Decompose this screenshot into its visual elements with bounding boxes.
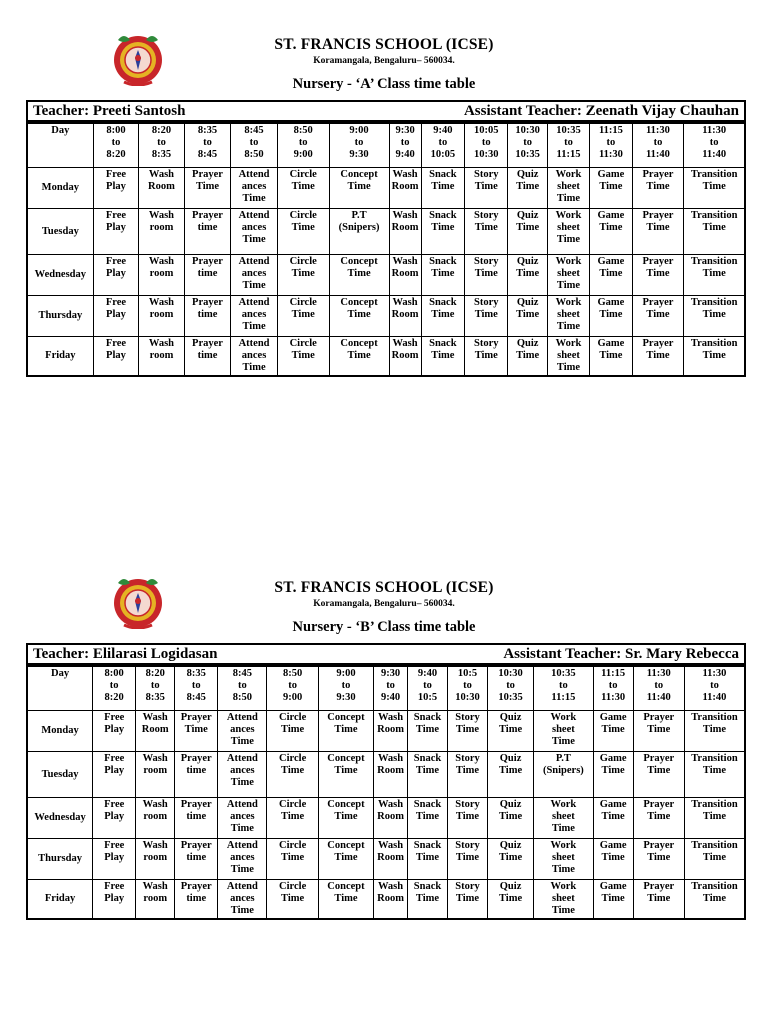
timetable-header-row <box>27 666 745 710</box>
time-slot-header: 9:30 to 9:40 <box>389 123 421 167</box>
activity-cell: Concept Time <box>318 838 373 879</box>
activity-cell: P.T (Snipers) <box>534 751 593 797</box>
teacher-bar <box>26 643 746 665</box>
activity-cell: Wash Room <box>389 167 421 208</box>
time-slot-header: 8:50 to 9:00 <box>277 123 329 167</box>
activity-cell: Work sheet Time <box>547 167 589 208</box>
time-slot-header: 11:30 to 11:40 <box>633 666 684 710</box>
activity-cell: Prayer Time <box>632 295 684 336</box>
time-slot-header: 9:30 to 9:40 <box>374 666 408 710</box>
school-address: Koramangala, Bengaluru– 560034. <box>313 56 455 66</box>
activity-cell: Work sheet Time <box>534 797 593 838</box>
activity-cell: Wash room <box>136 838 175 879</box>
activity-cell: Concept Time <box>329 254 389 295</box>
activity-cell: Game Time <box>593 751 633 797</box>
activity-cell: Free Play <box>93 167 139 208</box>
activity-cell: Snack Time <box>421 254 464 295</box>
activity-cell: Work sheet Time <box>547 208 589 254</box>
activity-cell: Story Time <box>447 838 487 879</box>
activity-cell: Concept Time <box>329 167 389 208</box>
activity-cell: Free Play <box>93 710 136 751</box>
activity-cell: Prayer Time <box>633 838 684 879</box>
activity-cell: Circle Time <box>277 208 329 254</box>
activity-cell: Concept Time <box>318 751 373 797</box>
activity-cell: Prayer Time <box>184 167 231 208</box>
activity-cell: Game Time <box>590 336 632 376</box>
activity-cell: Quiz Time <box>487 879 533 919</box>
activity-cell: Snack Time <box>407 751 447 797</box>
table-row <box>27 208 745 254</box>
activity-cell: Circle Time <box>267 838 318 879</box>
activity-cell: Wash Room <box>374 838 408 879</box>
time-slot-header: 10:30 to 10:35 <box>487 666 533 710</box>
time-slot-header: 8:00 to 8:20 <box>93 123 139 167</box>
activity-cell: Attend ances Time <box>218 710 267 751</box>
activity-cell: Story Time <box>447 797 487 838</box>
day-cell: Friday <box>27 336 93 376</box>
day-cell: Friday <box>27 879 93 919</box>
activity-cell: Quiz Time <box>508 167 547 208</box>
activity-cell: Snack Time <box>421 167 464 208</box>
activity-cell: Snack Time <box>407 879 447 919</box>
activity-cell: Prayer Time <box>632 254 684 295</box>
activity-cell: Prayer time <box>175 797 218 838</box>
activity-cell: Prayer Time <box>632 208 684 254</box>
table-row <box>27 295 745 336</box>
activity-cell: Transition Time <box>684 710 745 751</box>
activity-cell: Wash Room <box>374 751 408 797</box>
day-cell: Tuesday <box>27 751 93 797</box>
activity-cell: Attend ances Time <box>231 254 278 295</box>
day-cell: Wednesday <box>27 797 93 838</box>
day-cell: Monday <box>27 710 93 751</box>
activity-cell: Work sheet Time <box>534 879 593 919</box>
activity-cell: Attend ances Time <box>231 167 278 208</box>
activity-cell: Prayer Time <box>633 797 684 838</box>
activity-cell: Free Play <box>93 838 136 879</box>
teacher-name: Teacher: Elilarasi Logidasan <box>33 646 218 662</box>
activity-cell: Circle Time <box>267 797 318 838</box>
activity-cell: Game Time <box>593 710 633 751</box>
activity-cell: Circle Time <box>267 751 318 797</box>
time-slot-header: 9:40 to 10:05 <box>421 123 464 167</box>
activity-cell: Circle Time <box>277 167 329 208</box>
activity-cell: Story Time <box>465 295 508 336</box>
activity-cell: P.T (Snipers) <box>329 208 389 254</box>
activity-cell: Circle Time <box>277 295 329 336</box>
school-name: ST. FRANCIS SCHOOL (ICSE) <box>274 36 494 53</box>
table-row <box>27 751 745 797</box>
activity-cell: Wash room <box>139 208 185 254</box>
activity-cell: Game Time <box>593 838 633 879</box>
activity-cell: Free Play <box>93 295 139 336</box>
time-slot-header: 8:45 to 8:50 <box>218 666 267 710</box>
activity-cell: Concept Time <box>318 879 373 919</box>
time-slot-header: 9:00 to 9:30 <box>318 666 373 710</box>
class-title: Nursery - ‘A’ Class time table <box>292 76 476 92</box>
time-slot-header: 9:00 to 9:30 <box>329 123 389 167</box>
activity-cell: Game Time <box>593 797 633 838</box>
activity-cell: Prayer time <box>184 336 231 376</box>
activity-cell: Wash room <box>139 254 185 295</box>
time-slot-header: 11:15 to 11:30 <box>593 666 633 710</box>
activity-cell: Quiz Time <box>487 751 533 797</box>
activity-cell: Work sheet Time <box>547 295 589 336</box>
activity-cell: Free Play <box>93 336 139 376</box>
day-column-header: Day <box>27 666 93 710</box>
activity-cell: Free Play <box>93 751 136 797</box>
activity-cell: Snack Time <box>421 295 464 336</box>
activity-cell: Wash room <box>136 797 175 838</box>
activity-cell: Wash Room <box>374 710 408 751</box>
table-row <box>27 797 745 838</box>
activity-cell: Attend ances Time <box>231 336 278 376</box>
activity-cell: Wash room <box>139 336 185 376</box>
time-slot-header: 10:30 to 10:35 <box>508 123 547 167</box>
activity-cell: Wash Room <box>389 295 421 336</box>
activity-cell: Attend ances Time <box>218 879 267 919</box>
activity-cell: Prayer time <box>175 751 218 797</box>
activity-cell: Wash room <box>136 879 175 919</box>
activity-cell: Transition Time <box>684 797 745 838</box>
class-title: Nursery - ‘B’ Class time table <box>292 619 476 635</box>
activity-cell: Transition Time <box>684 838 745 879</box>
activity-cell: Wash Room <box>389 336 421 376</box>
activity-cell: Story Time <box>465 254 508 295</box>
activity-cell: Snack Time <box>421 208 464 254</box>
activity-cell: Wash Room <box>374 879 408 919</box>
activity-cell: Snack Time <box>407 838 447 879</box>
time-slot-header: 11:30 to 11:40 <box>684 123 745 167</box>
activity-cell: Circle Time <box>267 879 318 919</box>
activity-cell: Circle Time <box>267 710 318 751</box>
activity-cell: Game Time <box>590 295 632 336</box>
activity-cell: Quiz Time <box>487 838 533 879</box>
activity-cell: Game Time <box>590 254 632 295</box>
activity-cell: Wash Room <box>139 167 185 208</box>
activity-cell: Work sheet Time <box>547 254 589 295</box>
day-cell: Tuesday <box>27 208 93 254</box>
activity-cell: Story Time <box>465 208 508 254</box>
activity-cell: Snack Time <box>407 797 447 838</box>
activity-cell: Transition Time <box>684 879 745 919</box>
activity-cell: Free Play <box>93 208 139 254</box>
activity-cell: Transition Time <box>684 751 745 797</box>
activity-cell: Prayer Time <box>633 879 684 919</box>
table-row <box>27 167 745 208</box>
table-row <box>27 879 745 919</box>
activity-cell: Story Time <box>465 336 508 376</box>
activity-cell: Quiz Time <box>508 295 547 336</box>
day-cell: Thursday <box>27 838 93 879</box>
activity-cell: Quiz Time <box>487 797 533 838</box>
time-slot-header: 8:35 to 8:45 <box>184 123 231 167</box>
activity-cell: Wash Room <box>389 254 421 295</box>
activity-cell: Wash room <box>136 751 175 797</box>
activity-cell: Prayer Time <box>633 710 684 751</box>
activity-cell: Wash Room <box>136 710 175 751</box>
activity-cell: Prayer time <box>184 254 231 295</box>
activity-cell: Game Time <box>590 167 632 208</box>
assistant-teacher-name: Assistant Teacher: Zeenath Vijay Chauhan <box>463 103 739 119</box>
activity-cell: Transition Time <box>684 167 745 208</box>
time-slot-header: 11:30 to 11:40 <box>684 666 745 710</box>
time-slot-header: 8:20 to 8:35 <box>139 123 185 167</box>
activity-cell: Quiz Time <box>508 254 547 295</box>
table-row <box>27 254 745 295</box>
activity-cell: Attend ances Time <box>218 751 267 797</box>
teacher-name: Teacher: Preeti Santosh <box>33 103 186 119</box>
activity-cell: Work sheet Time <box>534 710 593 751</box>
activity-cell: Story Time <box>465 167 508 208</box>
activity-cell: Snack Time <box>421 336 464 376</box>
assistant-teacher-name: Assistant Teacher: Sr. Mary Rebecca <box>503 646 739 662</box>
timetable <box>26 665 746 920</box>
table-row <box>27 710 745 751</box>
day-cell: Thursday <box>27 295 93 336</box>
school-address: Koramangala, Bengaluru– 560034. <box>313 599 455 609</box>
activity-cell: Attend ances Time <box>231 208 278 254</box>
day-column-header: Day <box>27 123 93 167</box>
school-name: ST. FRANCIS SCHOOL (ICSE) <box>274 579 494 596</box>
time-slot-header: 11:30 to 11:40 <box>632 123 684 167</box>
activity-cell: Snack Time <box>407 710 447 751</box>
activity-cell: Prayer time <box>175 838 218 879</box>
activity-cell: Quiz Time <box>487 710 533 751</box>
activity-cell: Prayer Time <box>632 336 684 376</box>
activity-cell: Work sheet Time <box>534 838 593 879</box>
timetable <box>26 122 746 377</box>
time-slot-header: 8:45 to 8:50 <box>231 123 278 167</box>
time-slot-header: 8:00 to 8:20 <box>93 666 136 710</box>
activity-cell: Circle Time <box>277 336 329 376</box>
activity-cell: Wash Room <box>374 797 408 838</box>
activity-cell: Free Play <box>93 879 136 919</box>
activity-cell: Concept Time <box>318 797 373 838</box>
activity-cell: Quiz Time <box>508 208 547 254</box>
activity-cell: Wash room <box>139 295 185 336</box>
time-slot-header: 8:35 to 8:45 <box>175 666 218 710</box>
activity-cell: Story Time <box>447 710 487 751</box>
activity-cell: Prayer Time <box>633 751 684 797</box>
activity-cell: Transition Time <box>684 336 745 376</box>
table-row <box>27 336 745 376</box>
activity-cell: Prayer Time <box>175 710 218 751</box>
table-row <box>27 838 745 879</box>
day-cell: Wednesday <box>27 254 93 295</box>
time-slot-header: 10:05 to 10:30 <box>465 123 508 167</box>
activity-cell: Free Play <box>93 254 139 295</box>
time-slot-header: 10:5 to 10:30 <box>447 666 487 710</box>
activity-cell: Circle Time <box>277 254 329 295</box>
activity-cell: Free Play <box>93 797 136 838</box>
time-slot-header: 11:15 to 11:30 <box>590 123 632 167</box>
activity-cell: Work sheet Time <box>547 336 589 376</box>
activity-cell: Story Time <box>447 879 487 919</box>
activity-cell: Attend ances Time <box>218 838 267 879</box>
activity-cell: Transition Time <box>684 295 745 336</box>
activity-cell: Transition Time <box>684 254 745 295</box>
activity-cell: Prayer time <box>184 208 231 254</box>
activity-cell: Wash Room <box>389 208 421 254</box>
activity-cell: Game Time <box>593 879 633 919</box>
activity-cell: Transition Time <box>684 208 745 254</box>
time-slot-header: 10:35 to 11:15 <box>547 123 589 167</box>
activity-cell: Concept Time <box>318 710 373 751</box>
time-slot-header: 10:35 to 11:15 <box>534 666 593 710</box>
teacher-bar <box>26 100 746 122</box>
activity-cell: Story Time <box>447 751 487 797</box>
activity-cell: Attend ances Time <box>218 797 267 838</box>
time-slot-header: 8:50 to 9:00 <box>267 666 318 710</box>
time-slot-header: 9:40 to 10:5 <box>407 666 447 710</box>
timetable-header-row <box>27 123 745 167</box>
time-slot-header: 8:20 to 8:35 <box>136 666 175 710</box>
activity-cell: Game Time <box>590 208 632 254</box>
activity-cell: Concept Time <box>329 336 389 376</box>
activity-cell: Quiz Time <box>508 336 547 376</box>
day-cell: Monday <box>27 167 93 208</box>
activity-cell: Attend ances Time <box>231 295 278 336</box>
activity-cell: Concept Time <box>329 295 389 336</box>
activity-cell: Prayer Time <box>632 167 684 208</box>
activity-cell: Prayer time <box>175 879 218 919</box>
activity-cell: Prayer time <box>184 295 231 336</box>
